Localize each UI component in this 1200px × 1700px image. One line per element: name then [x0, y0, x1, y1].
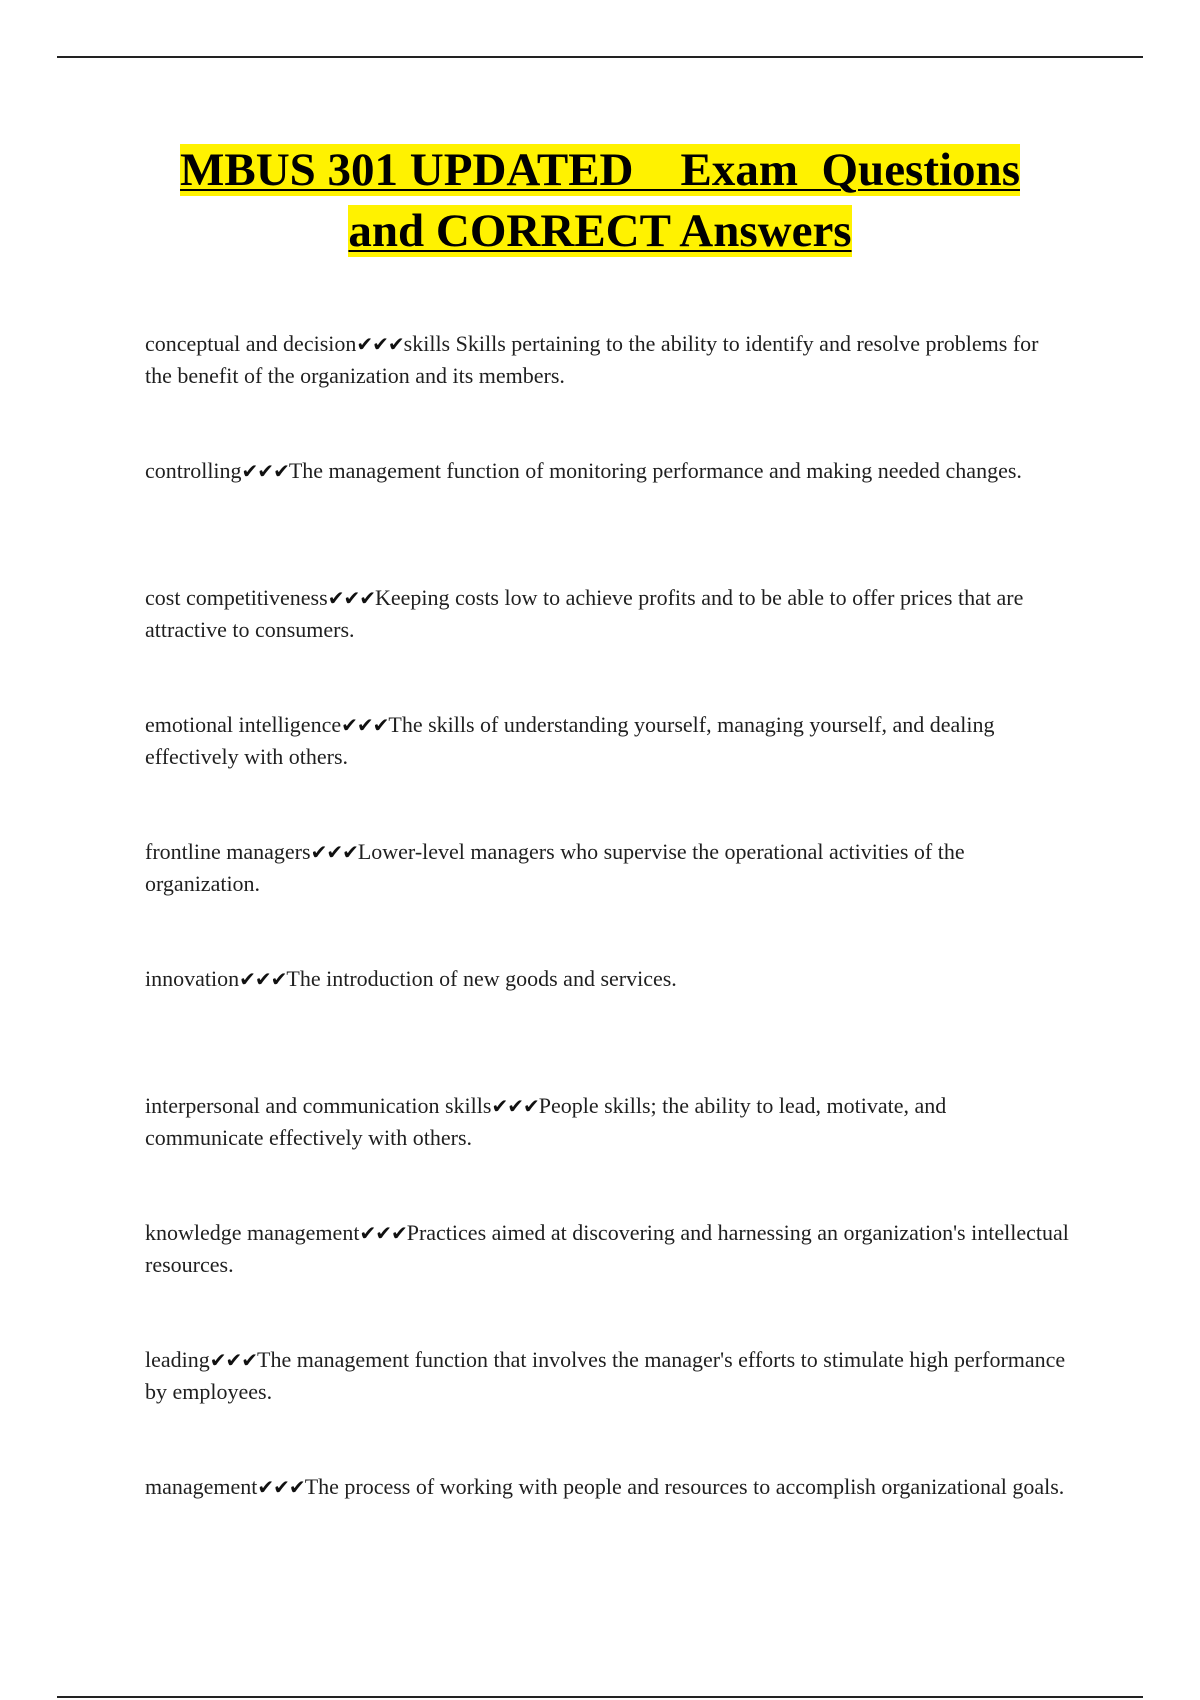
qa-entry	[145, 1471, 1070, 1598]
checkmark-icon: ✔✔✔	[359, 1221, 407, 1245]
qa-entry	[145, 963, 1070, 1090]
qa-entry	[145, 328, 1070, 455]
entry-definition: Lower-level managers who supervise the operational activities of the organization.	[145, 839, 965, 896]
entry-term: leading	[145, 1347, 210, 1372]
entry-term: knowledge management	[145, 1220, 360, 1245]
entry-term: conceptual and decision	[145, 331, 357, 356]
qa-list	[145, 328, 1070, 1598]
entry-definition: The management function of monitoring performance and making needed changes.	[288, 458, 1022, 483]
entry-definition: skills Skills pertaining to the ability to identify and resolve problems for the benefit of the organization and its members.	[145, 331, 1039, 388]
title-line-2: and CORRECT Answers	[348, 205, 852, 257]
checkmark-icon: ✔✔✔	[209, 1348, 258, 1372]
checkmark-icon: ✔✔✔	[327, 586, 375, 610]
entry-term: emotional intelligence	[145, 712, 342, 737]
entry-definition: The process of working with people and resources to accomplish organizational goals.	[304, 1474, 1065, 1499]
checkmark-icon: ✔✔✔	[257, 1475, 305, 1499]
qa-entry	[145, 582, 1070, 709]
entry-definition: People skills; the ability to lead, motivate, and communicate effectively with others.	[145, 1093, 947, 1150]
checkmark-icon: ✔✔✔	[356, 332, 404, 356]
checkmark-icon: ✔✔✔	[341, 713, 389, 737]
entry-term: frontline managers	[145, 839, 311, 864]
entry-term: cost competitiveness	[145, 585, 328, 610]
qa-entry	[145, 455, 1070, 582]
entry-term: controlling	[145, 458, 242, 483]
top-rule	[57, 56, 1143, 58]
checkmark-icon: ✔✔✔	[310, 840, 358, 864]
document-title	[120, 140, 1080, 262]
entry-term: innovation	[145, 966, 240, 991]
bottom-rule	[57, 1696, 1143, 1698]
checkmark-icon: ✔✔✔	[491, 1094, 539, 1118]
checkmark-icon: ✔✔✔	[241, 459, 289, 483]
qa-entry	[145, 709, 1070, 836]
entry-definition: The skills of understanding yourself, managing yourself, and dealing effectively with others.	[145, 712, 995, 769]
title-line-1: MBUS 301 UPDATED Exam Questions	[180, 144, 1020, 196]
entry-definition: The introduction of new goods and services.	[286, 966, 677, 991]
entry-definition: The management function that involves the manager's efforts to stimulate high performance by employees.	[145, 1347, 1066, 1404]
entry-definition: Practices aimed at discovering and harnessing an organization's intellectual resources.	[145, 1220, 1069, 1277]
qa-entry	[145, 1217, 1070, 1344]
entry-term: interpersonal and communication skills	[145, 1093, 492, 1118]
qa-entry	[145, 1344, 1070, 1471]
qa-entry	[145, 1090, 1070, 1217]
checkmark-icon: ✔✔✔	[239, 967, 287, 991]
qa-entry	[145, 836, 1070, 963]
entry-term: management	[145, 1474, 258, 1499]
entry-definition: Keeping costs low to achieve profits and to be able to offer prices that are attractive to consumers.	[145, 585, 1024, 642]
